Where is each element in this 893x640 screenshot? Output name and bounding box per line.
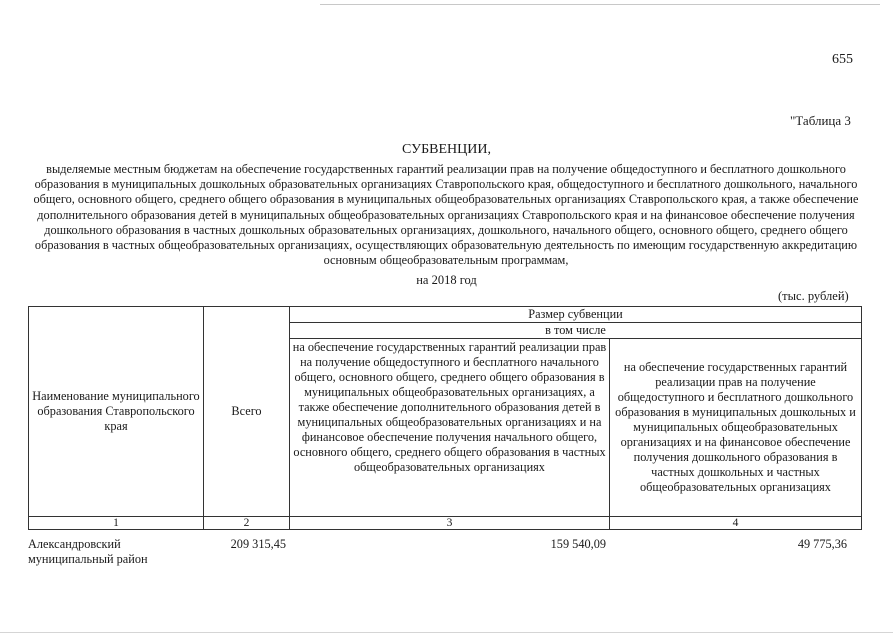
- row-col3-value: 159 540,09: [550, 537, 606, 551]
- table-label: "Таблица 3: [790, 113, 851, 128]
- scan-artifact-bottom: [0, 632, 893, 633]
- document-title: СУБВЕНЦИИ,: [402, 142, 491, 157]
- document-year: на 2018 год: [416, 273, 477, 287]
- header-col4-preschool-education: на обеспечение государственных гарантий реализации прав на получение общедоступного и бесплатного дошкольного образования в муниципальных дошкольных и муниципальных общеобразовательных организациях и на финансовое обеспечение получения дошкольного образования в частных дошкольных и частных общеобразовательных организациях: [610, 339, 862, 517]
- column-number-2: 2: [204, 517, 290, 530]
- column-number-1: 1: [29, 517, 204, 530]
- header-subsidy-size: Размер субвенции: [290, 307, 862, 323]
- row-total-value: 209 315,45: [230, 537, 286, 551]
- row-col4-value: 49 775,36: [797, 537, 847, 551]
- scan-artifact-top: [320, 4, 880, 5]
- column-number-4: 4: [610, 517, 862, 530]
- row-municipality-name: Александровский муниципальный район: [28, 537, 148, 566]
- subsidy-table: [28, 306, 862, 530]
- header-municipality-name: Наименование муниципального образования Ставропольского края: [29, 307, 204, 517]
- header-col3-general-education: на обеспечение государственных гарантий реализации прав на получение общедоступного и бесплатного начального общего, основного общего, среднего общего образования в муниципальных общеобразовательных организациях, а также обеспечение дополнительного образования детей в муниципальных общеобразовательных организациях и на финансовое обеспечение получения начального общего, основного общего, среднего общего образования в частных общеобразовательных организациях: [290, 339, 610, 517]
- column-number-3: 3: [290, 517, 610, 530]
- units-label: (тыс. рублей): [778, 289, 849, 303]
- document-subtitle: выделяемые местным бюджетам на обеспечение государственных гарантий реализации прав на получение общедоступного и бесплатного дошкольного образования в муниципальных дошкольных образовательных организациях Ставропольского края, общедоступного и бесплатного дошкольного, начального общего, основного общего, среднего общего образования в муниципальных общеобразовательных организациях Ставропольского края, а также обеспечение дополнительного образования детей в муниципальных общеобразовательных организациях Ставропольского края и на финансовое обеспечение получения дошкольного образования в частных дошкольных образовательных организациях, дошкольного, начального общего, основного общего, среднего общего образования в частных общеобразовательных организациях, осуществляющих образовательную деятельность по имеющим государственную аккредитацию основным общеобразовательным программам,: [33, 162, 859, 268]
- header-including: в том числе: [290, 323, 862, 339]
- page-number: 655: [832, 52, 853, 67]
- header-total: Всего: [204, 307, 290, 517]
